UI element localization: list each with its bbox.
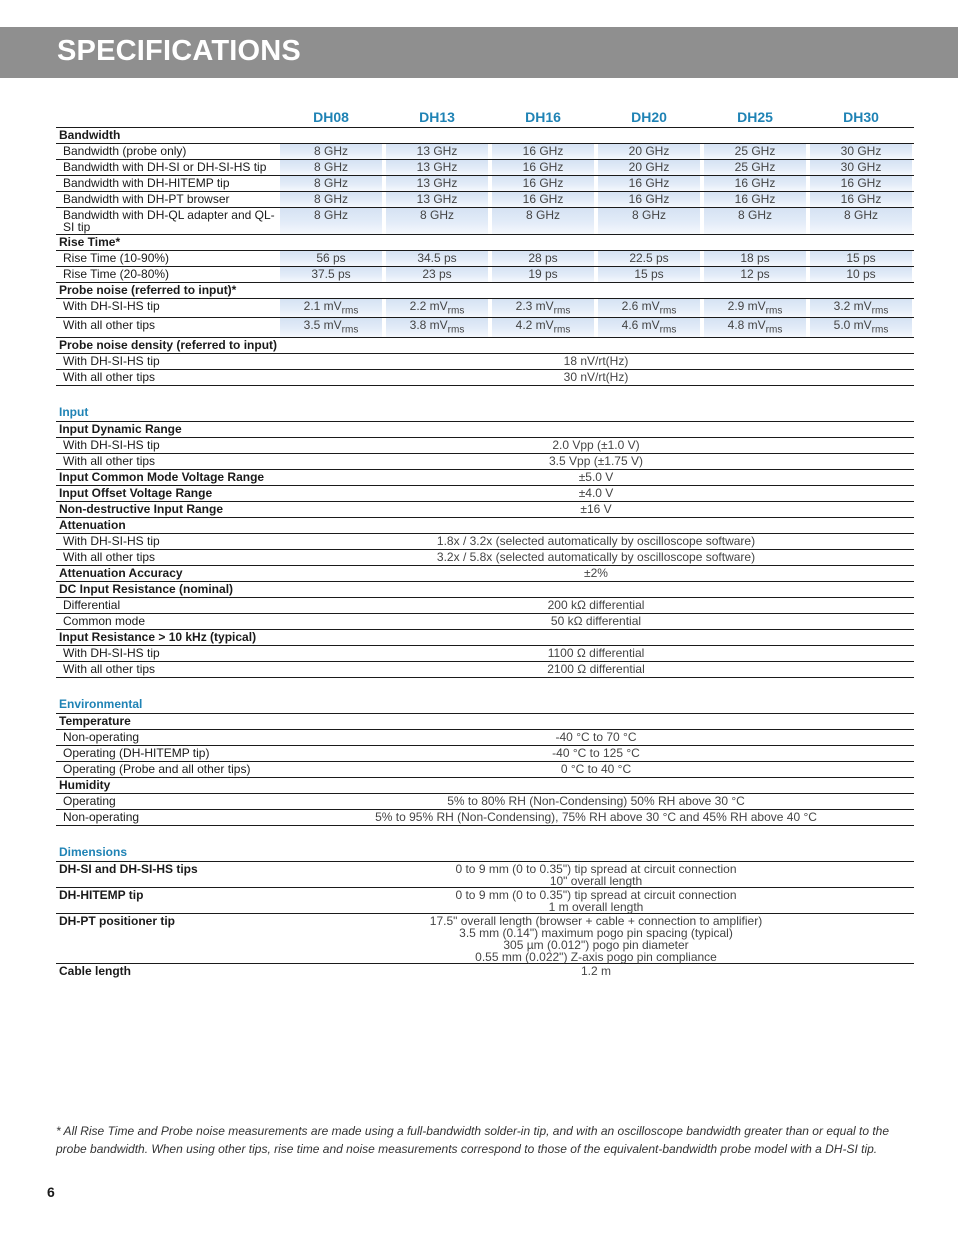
spec-value: 5% to 80% RH (Non-Condensing) 50% RH above 30 °C xyxy=(447,793,745,808)
model-value-cell xyxy=(492,192,594,207)
spec-row xyxy=(56,370,914,386)
spec-row xyxy=(56,470,914,486)
specifications-table xyxy=(56,108,914,979)
spec-label: Operating (DH-HITEMP tip) xyxy=(63,745,210,760)
model-header: DH25 xyxy=(737,109,773,125)
model-value-cell xyxy=(704,299,806,317)
dimension-value xyxy=(278,964,914,979)
value-text: 20 GHz xyxy=(628,144,670,158)
unit-subscript: rms xyxy=(871,324,889,336)
unit-subscript: rms xyxy=(447,324,465,336)
model-value-cell xyxy=(280,160,382,175)
value-text: 22.5 ps xyxy=(629,251,669,265)
spec-row xyxy=(56,502,914,518)
spec-row xyxy=(56,810,914,826)
dimension-label: DH-SI and DH-SI-HS tips xyxy=(59,861,198,876)
spec-row xyxy=(56,762,914,778)
model-value-cell xyxy=(386,144,488,159)
value-text: 56 ps xyxy=(316,251,346,265)
category-row xyxy=(56,338,914,354)
spec-value: 18 nV/rt(Hz) xyxy=(563,353,629,368)
dimension-label: DH-PT positioner tip xyxy=(59,913,175,928)
page-title: SPECIFICATIONS xyxy=(57,35,301,67)
model-value-cell xyxy=(386,192,488,207)
model-value-cell xyxy=(280,299,382,317)
model-value-cell xyxy=(492,144,594,159)
value-text: 8 GHz xyxy=(313,160,348,174)
category-label: Probe noise (referred to input)* xyxy=(59,283,237,297)
dimension-value xyxy=(278,862,914,887)
value-text: 13 GHz xyxy=(416,176,458,190)
value-text: 16 GHz xyxy=(628,176,670,190)
category-row xyxy=(56,518,914,534)
value-text: 20 GHz xyxy=(628,160,670,174)
spec-row xyxy=(56,614,914,630)
spec-row xyxy=(56,486,914,502)
spec-row xyxy=(56,794,914,810)
model-value-cell xyxy=(386,299,488,317)
unit-subscript: rms xyxy=(659,324,677,336)
unit-subscript: rms xyxy=(765,305,783,317)
section-title: Environmental xyxy=(56,697,914,714)
value-text: 8 GHz xyxy=(313,176,348,190)
spec-label: Operating xyxy=(63,793,116,808)
value-text: 23 ps xyxy=(422,267,452,281)
model-value-cell xyxy=(598,160,700,175)
model-value-cell xyxy=(810,176,912,191)
value-text: 28 ps xyxy=(528,251,558,265)
category-row xyxy=(56,582,914,598)
spec-value: 1.8x / 3.2x (selected automatically by oscilloscope software) xyxy=(436,533,756,548)
spec-value: 2100 Ω differential xyxy=(547,661,645,676)
spec-value: 3.2x / 5.8x (selected automatically by oscilloscope software) xyxy=(436,549,756,564)
value-text: 10 ps xyxy=(846,267,876,281)
spec-row xyxy=(56,208,914,235)
dimension-label: DH-HITEMP tip xyxy=(59,887,144,902)
spec-label: Common mode xyxy=(63,613,146,628)
dimension-line: 1.2 m xyxy=(580,963,611,978)
model-value-cell xyxy=(598,251,700,266)
spec-label: With all other tips xyxy=(63,549,156,564)
category-row xyxy=(56,778,914,794)
category-label: Probe noise density (referred to input) xyxy=(59,337,278,352)
spec-row xyxy=(56,566,914,582)
model-value-cell xyxy=(810,144,912,159)
value-text: 16 GHz xyxy=(734,176,776,190)
value-text: 30 GHz xyxy=(840,160,882,174)
spec-label: Rise Time (20-80%) xyxy=(63,267,170,281)
category-row xyxy=(56,422,914,438)
spec-label: Input Offset Voltage Range xyxy=(59,485,213,500)
dimension-line: 0.55 mm (0.022") Z-axis pogo pin compliance xyxy=(475,949,717,964)
spec-label: Non-operating xyxy=(63,809,140,824)
spec-value: ±16 V xyxy=(580,501,612,516)
value-text: 2.2 mV xyxy=(409,299,448,313)
value-text: 13 GHz xyxy=(416,160,458,174)
dimension-line: 305 µm (0.012") pogo pin diameter xyxy=(503,937,689,952)
model-value-cell xyxy=(810,192,912,207)
spec-row xyxy=(56,318,914,337)
spec-row xyxy=(56,251,914,267)
value-text: 19 ps xyxy=(528,267,558,281)
value-text: 4.6 mV xyxy=(621,318,660,333)
spec-label: Attenuation Accuracy xyxy=(59,565,183,580)
value-text: 8 GHz xyxy=(313,144,348,158)
dimension-line: 1 m overall length xyxy=(548,899,644,914)
value-text: 3.2 mV xyxy=(833,299,872,313)
spec-label: Non-destructive Input Range xyxy=(59,501,224,516)
model-value-cell xyxy=(492,251,594,266)
value-text: 37.5 ps xyxy=(311,267,351,281)
model-value-cell xyxy=(598,176,700,191)
spec-row xyxy=(56,454,914,470)
model-value-cell xyxy=(280,208,382,234)
unit-subscript: rms xyxy=(341,305,359,317)
unit-subscript: rms xyxy=(553,305,571,317)
model-value-cell xyxy=(492,176,594,191)
value-text: 12 ps xyxy=(740,267,770,281)
spec-row xyxy=(56,598,914,614)
unit-subscript: rms xyxy=(659,305,677,317)
value-text: 8 GHz xyxy=(313,192,348,206)
dimension-line: 0 to 9 mm (0 to 0.35") tip spread at circuit connection xyxy=(455,861,737,876)
model-value-cell xyxy=(704,267,806,282)
model-header: DH16 xyxy=(525,109,561,125)
spec-label: With DH-SI-HS tip xyxy=(63,533,160,548)
value-text: 16 GHz xyxy=(522,176,564,190)
model-value-cell xyxy=(386,318,488,336)
category-row xyxy=(56,714,914,730)
section-rows xyxy=(56,714,914,826)
model-value-cell xyxy=(810,299,912,317)
category-label: DC Input Resistance (nominal) xyxy=(59,581,234,596)
value-text: 8 GHz xyxy=(419,208,454,222)
category-label: Rise Time* xyxy=(59,235,121,249)
spec-label: Bandwidth with DH-QL adapter and QL-SI tip xyxy=(63,208,275,234)
dimension-row xyxy=(56,964,914,979)
model-value-cell xyxy=(492,267,594,282)
spec-row xyxy=(56,299,914,318)
value-text: 30 GHz xyxy=(840,144,882,158)
section-title: Dimensions xyxy=(56,845,914,862)
spec-row xyxy=(56,534,914,550)
spec-label: With DH-SI-HS tip xyxy=(63,437,160,452)
model-value-cell xyxy=(386,176,488,191)
value-text: 13 GHz xyxy=(416,144,458,158)
spec-row xyxy=(56,550,914,566)
dimension-row xyxy=(56,914,914,964)
value-text: 16 GHz xyxy=(522,144,564,158)
model-value-cell xyxy=(492,208,594,234)
spec-value: 0 °C to 40 °C xyxy=(560,761,632,776)
model-value-cell xyxy=(280,192,382,207)
value-text: 8 GHz xyxy=(631,208,666,222)
unit-subscript: rms xyxy=(553,324,571,336)
spec-value: 30 nV/rt(Hz) xyxy=(563,369,629,384)
value-text: 34.5 ps xyxy=(417,251,457,265)
spec-value: -40 °C to 70 °C xyxy=(555,729,637,744)
model-value-cell xyxy=(492,318,594,336)
model-value-cell xyxy=(280,144,382,159)
value-text: 16 GHz xyxy=(628,192,670,206)
spec-value: 5% to 95% RH (Non-Condensing), 75% RH above 30 °C and 45% RH above 40 °C xyxy=(375,809,817,824)
section-title: Input xyxy=(56,405,914,422)
unit-subscript: rms xyxy=(765,324,783,336)
model-value-cell xyxy=(704,192,806,207)
category-label: Humidity xyxy=(59,777,111,792)
header-banner xyxy=(0,27,958,78)
category-row xyxy=(56,630,914,646)
dimension-row xyxy=(56,862,914,888)
unit-subscript: rms xyxy=(871,305,889,317)
model-value-cell xyxy=(704,251,806,266)
dimension-value xyxy=(278,914,914,963)
category-label: Bandwidth xyxy=(59,128,121,142)
model-value-cell xyxy=(280,267,382,282)
spec-label: Operating (Probe and all other tips) xyxy=(63,761,251,776)
value-text: 2.3 mV xyxy=(515,299,554,313)
model-value-cell xyxy=(810,267,912,282)
spec-value: 3.5 Vpp (±1.75 V) xyxy=(549,453,643,468)
spec-row xyxy=(56,354,914,370)
category-label: Input Resistance > 10 kHz (typical) xyxy=(59,629,257,644)
section-rows xyxy=(56,422,914,678)
spec-row xyxy=(56,646,914,662)
category-label: Attenuation xyxy=(59,517,126,532)
spec-row xyxy=(56,730,914,746)
model-header: DH30 xyxy=(843,109,879,125)
spec-label: With DH-SI-HS tip xyxy=(63,299,160,313)
category-label: Input Dynamic Range xyxy=(59,421,182,436)
model-header: DH20 xyxy=(631,109,667,125)
value-text: 16 GHz xyxy=(734,192,776,206)
value-text: 2.1 mV xyxy=(303,299,342,313)
performance-rows xyxy=(56,128,914,386)
spec-label: With all other tips xyxy=(63,369,156,384)
model-value-cell xyxy=(810,208,912,234)
model-value-cell xyxy=(704,208,806,234)
model-header: DH08 xyxy=(313,109,349,125)
spec-label: With DH-SI-HS tip xyxy=(63,353,160,368)
model-value-cell xyxy=(386,267,488,282)
value-text: 8 GHz xyxy=(737,208,772,222)
spec-value: 2.0 Vpp (±1.0 V) xyxy=(552,437,640,452)
value-text: 13 GHz xyxy=(416,192,458,206)
spec-value: ±5.0 V xyxy=(578,469,614,484)
model-header: DH13 xyxy=(419,109,455,125)
value-text: 18 ps xyxy=(740,251,770,265)
value-text: 15 ps xyxy=(846,251,876,265)
spec-value: 1100 Ω differential xyxy=(547,645,645,660)
spec-row xyxy=(56,176,914,192)
dimension-label: Cable length xyxy=(59,963,132,978)
spec-row xyxy=(56,267,914,283)
value-text: 3.8 mV xyxy=(409,318,448,333)
spec-label: Bandwidth with DH-PT browser xyxy=(63,192,230,206)
model-value-cell xyxy=(810,160,912,175)
model-value-cell xyxy=(386,160,488,175)
dimension-line: 10" overall length xyxy=(549,873,643,888)
model-value-cell xyxy=(386,251,488,266)
spec-value: -40 °C to 125 °C xyxy=(552,745,640,760)
page-number: 6 xyxy=(47,1184,55,1200)
model-value-cell xyxy=(492,299,594,317)
category-row xyxy=(56,283,914,299)
spec-label: Bandwidth (probe only) xyxy=(63,144,187,158)
dimension-line: 17.5" overall length (browser + cable + connection to amplifier) xyxy=(429,913,763,928)
spec-label: With all other tips xyxy=(63,661,156,676)
model-value-cell xyxy=(492,160,594,175)
model-value-cell xyxy=(280,251,382,266)
spec-label: With all other tips xyxy=(63,453,156,468)
spec-value: ±4.0 V xyxy=(578,485,614,500)
value-text: 2.9 mV xyxy=(727,299,766,313)
model-value-cell xyxy=(598,208,700,234)
model-value-cell xyxy=(704,144,806,159)
spec-row xyxy=(56,160,914,176)
value-text: 16 GHz xyxy=(840,176,882,190)
dimension-row xyxy=(56,888,914,914)
spec-label: Differential xyxy=(63,597,121,612)
spec-label: Bandwidth with DH-HITEMP tip xyxy=(63,176,230,190)
model-value-cell xyxy=(704,160,806,175)
model-value-cell xyxy=(598,318,700,336)
unit-subscript: rms xyxy=(341,324,359,336)
value-text: 25 GHz xyxy=(734,144,776,158)
spec-label: Input Common Mode Voltage Range xyxy=(59,469,265,484)
model-header-row xyxy=(56,108,914,128)
spec-label: Non-operating xyxy=(63,729,140,744)
spec-row xyxy=(56,438,914,454)
spec-sections xyxy=(56,405,914,979)
spec-value: ±2% xyxy=(584,565,608,580)
spec-label: With all other tips xyxy=(63,318,156,333)
spec-row xyxy=(56,662,914,678)
category-row xyxy=(56,128,914,144)
dimension-line: 0 to 9 mm (0 to 0.35") tip spread at circuit connection xyxy=(455,887,737,902)
spec-row xyxy=(56,746,914,762)
model-value-cell xyxy=(704,318,806,336)
value-text: 3.5 mV xyxy=(303,318,342,333)
value-text: 5.0 mV xyxy=(833,318,872,333)
value-text: 16 GHz xyxy=(522,160,564,174)
spec-label: With DH-SI-HS tip xyxy=(63,645,160,660)
category-row xyxy=(56,235,914,251)
model-value-cell xyxy=(598,144,700,159)
spec-value: 200 kΩ differential xyxy=(547,597,645,612)
value-text: 8 GHz xyxy=(843,208,878,222)
value-text: 4.8 mV xyxy=(727,318,766,333)
category-label: Temperature xyxy=(59,713,131,728)
value-text: 16 GHz xyxy=(522,192,564,206)
model-value-cell xyxy=(810,318,912,336)
model-value-cell xyxy=(280,176,382,191)
section-rows xyxy=(56,862,914,979)
dimension-value xyxy=(278,888,914,913)
value-text: 4.2 mV xyxy=(515,318,554,333)
model-value-cell xyxy=(386,208,488,234)
value-text: 8 GHz xyxy=(313,208,348,222)
spec-value: 50 kΩ differential xyxy=(550,613,642,628)
model-value-cell xyxy=(598,192,700,207)
spec-label: Bandwidth with DH-SI or DH-SI-HS tip xyxy=(63,160,267,174)
value-text: 25 GHz xyxy=(734,160,776,174)
model-value-cell xyxy=(280,318,382,336)
unit-subscript: rms xyxy=(447,305,465,317)
spec-row xyxy=(56,144,914,160)
value-text: 8 GHz xyxy=(525,208,560,222)
model-value-cell xyxy=(598,267,700,282)
model-value-cell xyxy=(704,176,806,191)
spec-label: Rise Time (10-90%) xyxy=(63,251,170,265)
value-text: 16 GHz xyxy=(840,192,882,206)
model-value-cell xyxy=(598,299,700,317)
footnote: * All Rise Time and Probe noise measurements are made using a full-bandwidth solder-in tip, and with an oscilloscope bandwidth greater than or equal to the probe bandwidth. When using other tips, rise time and noise measurements correspond to those of the equivalent-bandwidth probe model with a DH-SI tip. xyxy=(56,1124,890,1156)
value-text: 2.6 mV xyxy=(621,299,660,313)
model-value-cell xyxy=(810,251,912,266)
value-text: 15 ps xyxy=(634,267,664,281)
dimension-line: 3.5 mm (0.14") maximum pogo pin spacing (typical) xyxy=(459,925,733,940)
spec-row xyxy=(56,192,914,208)
